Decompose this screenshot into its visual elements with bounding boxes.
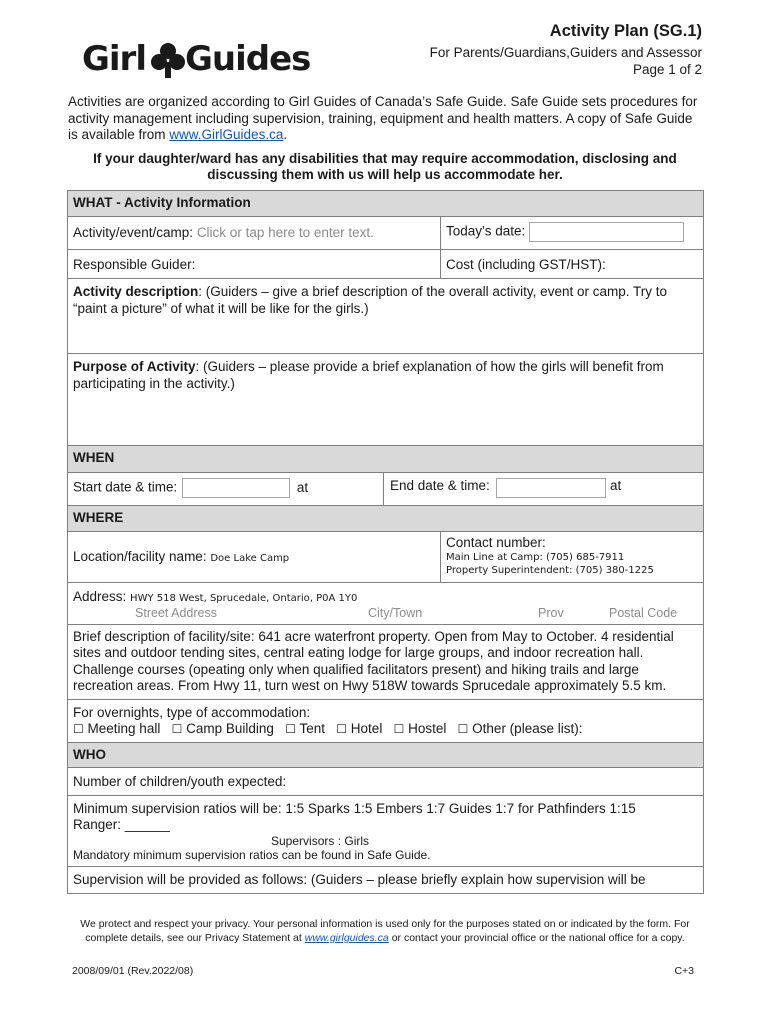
ratio-key: Supervisors : Girls (271, 833, 370, 848)
intro-end: . (283, 127, 288, 142)
purpose-hint: : (Guiders – please provide a brief explanation of how the girls will benefit from participating in the activity.) (73, 359, 664, 391)
start-date-label: Start date & time: (73, 479, 178, 495)
accommodation-options (73, 721, 698, 738)
privacy-link[interactable]: www.girlguides.ca (304, 932, 389, 944)
accommodation-cell (68, 699, 704, 742)
form-code: C+3 (674, 965, 694, 977)
option-meeting-hall[interactable]: ☐ Meeting hall (73, 721, 161, 736)
end-at-label: at (610, 478, 622, 493)
end-date-input[interactable] (496, 478, 606, 498)
checkbox-icon[interactable]: ☐ (73, 722, 84, 736)
option-camp-building[interactable]: ☐ Camp Building (171, 721, 274, 736)
todays-date-input[interactable] (529, 222, 684, 242)
location-cell[interactable] (68, 532, 441, 583)
location-value: Doe Lake Camp (210, 552, 290, 564)
contact-label: Contact number: (446, 535, 546, 550)
checkbox-icon[interactable]: ☐ (336, 722, 348, 736)
privacy-text-b: or contact your provincial office or the national office for a copy. (388, 932, 685, 944)
option-hotel[interactable]: ☐ Hotel (336, 721, 383, 736)
contact-line-2: Property Superintendent: (705) 380-1225 (446, 565, 654, 576)
ratio-cell[interactable] (68, 795, 704, 866)
guider-label[interactable]: Responsible Guider: (68, 250, 441, 279)
intro-paragraph (68, 94, 702, 144)
intro-text: Activities are organized according to Girl Guides of Canada’s Safe Guide. Safe Guide sets procedures for activity management including supervision, training, equipment and health matters. A copy of Safe Guide is available from (68, 94, 698, 142)
contact-cell[interactable] (441, 532, 704, 583)
disability-notice: If your daughter/ward has any disabilities that may require accommodation, disclosing and discussing them with us will help us accommodate her. (93, 151, 677, 182)
privacy-statement (68, 917, 702, 945)
end-date-label: End date & time: (390, 478, 490, 493)
logo-text-left: Girl (82, 39, 146, 79)
street-address-label: Street Address (135, 605, 217, 620)
ratio-note: Mandatory minimum supervision ratios can be found in Safe Guide. (73, 847, 431, 862)
purpose-cell[interactable] (68, 354, 704, 446)
activity-cell (68, 217, 441, 250)
contact-line-1: Main Line at Camp: (705) 685-7911 (446, 552, 625, 563)
activity-description-label: Activity description (73, 284, 199, 299)
postal-code-label: Postal Code (609, 605, 678, 620)
address-value: HWY 518 West, Sprucedale, Ontario, P0A 1Y0 (130, 593, 358, 604)
purpose-label: Purpose of Activity (73, 359, 196, 374)
form-title: Activity Plan (SG.1) (549, 22, 702, 40)
page-number: Page 1 of 2 (632, 62, 702, 77)
date-label: Today’s date: (446, 223, 526, 239)
option-hostel[interactable]: ☐ Hostel (393, 721, 447, 736)
facility-description[interactable]: Brief description of facility/site: 641 acre waterfront property. Open from May to October. 4 residential sites and outdoor tending sites, central eating lodge for large groups, and indoor recreation hall. Challenge courses (opeating only when qualified facilitators present) and hiking trails and large recreation areas. From Hwy 11, turn west on Hwy 518W towards Sprucedale approximately 5.5 km. (68, 624, 704, 699)
dates-divider (383, 473, 384, 505)
address-cell[interactable] (68, 583, 704, 625)
logo-text-right: Guides (185, 39, 311, 79)
trefoil-icon (150, 42, 186, 80)
revision-date: 2008/09/01 (Rev.2022/08) (72, 965, 194, 977)
activity-description-cell[interactable] (68, 279, 704, 354)
dates-row (68, 473, 704, 506)
checkbox-icon[interactable]: ☐ (171, 722, 183, 736)
city-label: City/Town (368, 605, 423, 620)
overnight-label: For overnights, type of accommodation: (73, 704, 311, 720)
start-at-label: at (296, 479, 309, 495)
activity-label: Activity/event/camp: (73, 225, 194, 240)
activity-input[interactable]: Click or tap here to enter text. (196, 225, 374, 240)
address-label: Address: (73, 589, 127, 604)
section-what: WHAT - Activity Information (68, 191, 704, 217)
children-count-label[interactable]: Number of children/youth expected: (68, 768, 704, 796)
form-subtitle: For Parents/Guardians,Guiders and Assessor (429, 45, 702, 60)
section-where: WHERE (68, 506, 704, 532)
location-label: Location/facility name: (73, 548, 207, 564)
supervision-cell[interactable]: Supervision will be provided as follows: (Guiders – please briefly explain how supervision will be (68, 866, 704, 893)
option-other[interactable]: ☐ Other (please list): (457, 721, 583, 736)
province-label: Prov (538, 605, 564, 620)
ratio-text: Minimum supervision ratios will be: 1:5 Sparks 1:5 Embers 1:7 Guides 1:7 for Pathfinders 1:15 Ranger: ______ (73, 800, 636, 832)
privacy-text-a: We protect and respect your privacy. Your personal information is used only for the purposes stated on or indicated by the form. For complete details, see our Privacy Statement at (80, 918, 690, 944)
checkbox-icon[interactable]: ☐ (393, 722, 405, 736)
activity-plan-form (67, 190, 704, 894)
checkbox-icon[interactable]: ☐ (285, 722, 296, 736)
girlguides-link[interactable]: www.GirlGuides.ca (169, 127, 284, 142)
date-cell (441, 217, 704, 250)
option-tent[interactable]: ☐ Tent (285, 721, 325, 736)
start-date-input[interactable] (182, 478, 290, 498)
girl-guides-logo (82, 36, 311, 82)
activity-description-hint: : (Guiders – give a brief description of the overall activity, event or camp. Try to “paint a picture” of what it will be like for the girls.) (73, 284, 667, 316)
section-when: WHEN (68, 446, 704, 473)
section-who: WHO (68, 742, 704, 768)
cost-label[interactable]: Cost (including GST/HST): (441, 250, 704, 279)
checkbox-icon[interactable]: ☐ (457, 722, 469, 736)
